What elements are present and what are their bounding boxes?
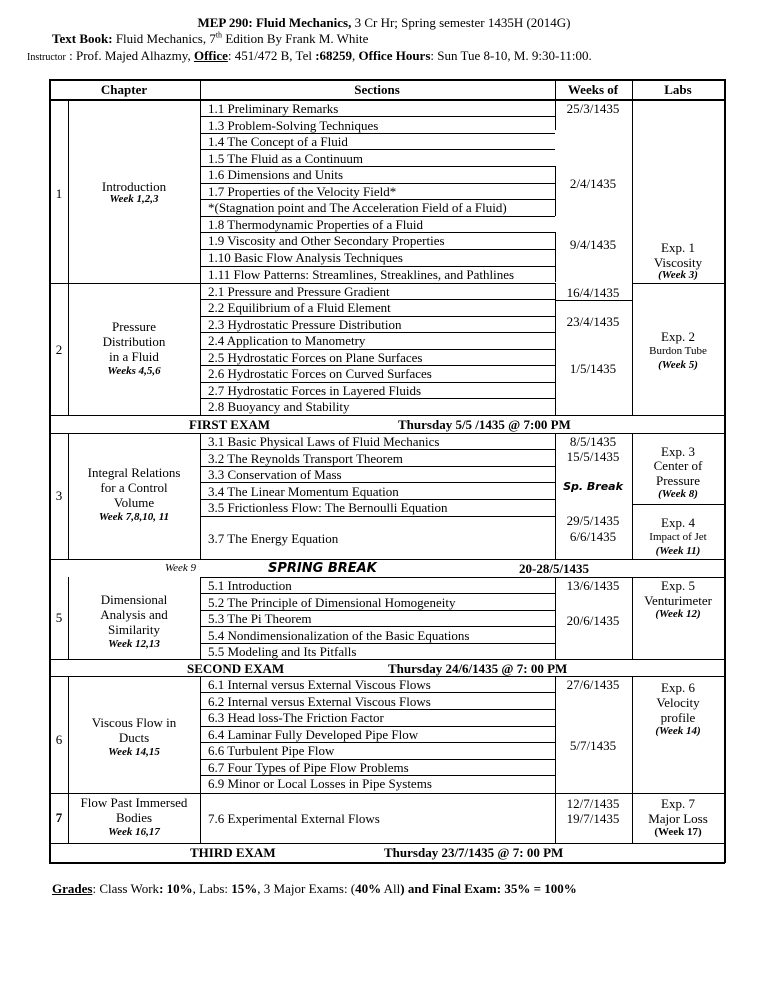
week-date: 1/5/1435 (569, 361, 617, 376)
chapter-number: 5 (55, 610, 63, 625)
section-item: *(Stagnation point and The Acceleration Field of a Fluid) (208, 200, 507, 215)
week-date: 13/6/1435 (566, 578, 620, 593)
grades-part: ) and Final Exam (400, 881, 497, 896)
section-item: 7.6 Experimental External Flows (208, 811, 380, 826)
lab-exp-1: Exp. 1 (661, 240, 695, 255)
week-date: 23/4/1435 (566, 314, 620, 329)
instructor-label: Instructor (27, 52, 66, 63)
spring-break-week: Week 9 (164, 562, 196, 574)
lab-exp-6: Exp. 6 (661, 680, 695, 695)
lab-exp-5-name: Venturimeter (644, 593, 712, 608)
week-date: 12/7/1435 (566, 796, 620, 811)
col-header-chapter: Chapter (100, 82, 148, 97)
textbook-rest: Edition By Frank M. White (225, 31, 369, 46)
lab-exp-2: Exp. 2 (661, 329, 695, 344)
section-item: 6.4 Laminar Fully Developed Pipe Flow (208, 727, 419, 742)
third-exam-label: THIRD EXAM (190, 845, 276, 860)
chapter-weeks: Week 14,15 (108, 746, 160, 758)
lab-exp-5-week: (Week 12) (655, 608, 701, 620)
lab-exp-3-name-2: Pressure (655, 473, 701, 488)
lab-exp-3-week: (Week 8) (658, 488, 698, 500)
lab-exp-4-week: (Week 11) (655, 545, 701, 557)
lab-exp-4: Exp. 4 (661, 515, 695, 530)
section-item: 5.5 Modeling and Its Pitfalls (208, 644, 357, 659)
section-item: 6.3 Head loss-The Friction Factor (208, 710, 384, 725)
section-item: 2.3 Hydrostatic Pressure Distribution (208, 317, 402, 332)
chapter-title: Flow Past Immersed (80, 795, 188, 810)
section-item: 2.7 Hydrostatic Forces in Layered Fluids (208, 383, 422, 398)
office-value: : 451/472 B, Tel (227, 48, 312, 63)
section-item: 1.10 Basic Flow Analysis Techniques (208, 250, 403, 265)
grades-label: Grades (52, 881, 93, 896)
chapter-title: Distribution (102, 334, 166, 349)
textbook-sup: th (215, 30, 223, 40)
chapter-title: Analysis and (100, 607, 168, 622)
lab-exp-2-name: Burdon Tube (649, 345, 707, 357)
chapter-title: Volume (113, 495, 155, 510)
textbook-title: Fluid Mechanics, 7 (115, 31, 216, 46)
section-item: 2.2 Equilibrium of a Fluid Element (208, 300, 391, 315)
lab-exp-7-week: (Week 17) (654, 826, 702, 838)
second-exam-date: Thursday 24/6/1435 @ 7: 00 PM (388, 661, 568, 676)
chapter-title: for a Control (100, 480, 168, 495)
col-header-labs: Labs (664, 82, 692, 97)
week-date: 16/4/1435 (566, 285, 620, 300)
office-hours-label: Office Hours (358, 48, 431, 63)
section-item: 1.11 Flow Patterns: Streamlines, Streaklines, and Pathlines (208, 267, 515, 282)
textbook-line (52, 32, 368, 45)
week-date: 20/6/1435 (566, 613, 620, 628)
section-item: 1.3 Problem-Solving Techniques (208, 118, 379, 133)
grades-line (52, 882, 577, 895)
spring-break-label: SPRING BREAK (268, 561, 377, 576)
lab-exp-5: Exp. 5 (661, 578, 695, 593)
spring-break-dates: 20-28/5/1435 (519, 561, 590, 576)
week-date: 8/5/1435 (569, 434, 617, 449)
grades-exams: 40% (355, 881, 382, 896)
chapter-title: Pressure (111, 319, 157, 334)
week-date: 9/4/1435 (569, 237, 617, 252)
section-item: 1.5 The Fluid as a Continuum (208, 151, 364, 166)
instructor-line (27, 49, 592, 63)
grades-labs: 15% (231, 881, 258, 896)
week-date: 6/6/1435 (569, 529, 617, 544)
chapter-title: Integral Relations (87, 465, 181, 480)
lab-exp-7-name: Major Loss (648, 811, 708, 826)
lab-exp-6-name-2: profile (660, 710, 696, 725)
lab-exp-3-name: Center of (653, 458, 703, 473)
second-exam-label: SECOND EXAM (187, 661, 285, 676)
section-item: 6.2 Internal versus External Viscous Flows (208, 694, 431, 709)
section-item: 2.6 Hydrostatic Forces on Curved Surfaces (208, 366, 432, 381)
section-item: 2.4 Application to Manometry (208, 333, 366, 348)
section-item: 2.5 Hydrostatic Forces on Plane Surfaces (208, 350, 423, 365)
chapter-number: 3 (55, 488, 63, 503)
lab-exp-3: Exp. 3 (661, 444, 695, 459)
lab-exp-4-name: Impact of Jet (649, 531, 707, 543)
first-exam-label: FIRST EXAM (189, 417, 271, 432)
chapter-number: 7 (55, 810, 63, 825)
section-item: 3.5 Frictionless Flow: The Bernoulli Equation (208, 500, 448, 515)
section-item: 3.7 The Energy Equation (208, 531, 339, 546)
grades-part: All (381, 881, 401, 896)
col-header-sections: Sections (354, 82, 400, 97)
chapter-title: Viscous Flow in (91, 715, 177, 730)
section-item: 5.1 Introduction (208, 578, 292, 593)
tel-value: :68259 (315, 48, 353, 63)
section-item: 2.1 Pressure and Pressure Gradient (208, 284, 390, 299)
chapter-weeks: Week 12,13 (108, 638, 160, 650)
chapter-weeks: Weeks 4,5,6 (107, 365, 161, 377)
chapter-title: Ducts (118, 730, 150, 745)
week-date: 27/6/1435 (566, 677, 620, 692)
section-item: 6.9 Minor or Local Losses in Pipe Systems (208, 776, 432, 791)
week-date: 5/7/1435 (569, 738, 617, 753)
week-date: 2/4/1435 (569, 176, 617, 191)
lab-exp-6-week: (Week 14) (655, 725, 701, 737)
section-item: 3.4 The Linear Momentum Equation (208, 484, 399, 499)
instructor-name: : Prof. Majed Alhazmy, (69, 48, 191, 63)
lab-exp-2-week: (Week 5) (658, 359, 698, 371)
course-code: MEP 290: Fluid Mechanics, (197, 15, 352, 30)
lab-exp-1-name: Viscosity (653, 255, 703, 270)
week-date: 19/7/1435 (566, 811, 620, 826)
third-exam-date: Thursday 23/7/1435 @ 7: 00 PM (384, 845, 564, 860)
section-item: 6.7 Four Types of Pipe Flow Problems (208, 760, 409, 775)
section-item: 3.1 Basic Physical Laws of Fluid Mechanics (208, 434, 440, 449)
week-date: 15/5/1435 (566, 449, 620, 464)
section-item: 2.8 Buoyancy and Stability (208, 399, 350, 414)
week-date: 25/3/1435 (566, 101, 620, 116)
section-item: 6.6 Turbulent Pipe Flow (208, 743, 335, 758)
grades-part: , Labs: (192, 881, 229, 896)
section-item: 1.7 Properties of the Velocity Field* (208, 184, 397, 199)
section-item: 5.4 Nondimensionalization of the Basic Equations (208, 628, 470, 643)
spring-break-marker: Sp. Break (563, 480, 623, 493)
course-meta: 3 Cr Hr; Spring semester 1435H (2014G) (354, 15, 571, 30)
chapter-weeks: Week 16,17 (108, 826, 160, 838)
section-item: 3.3 Conservation of Mass (208, 467, 342, 482)
grades-part: : Class Work (92, 881, 160, 896)
office-hours-value: : Sun Tue 8-10, M. 9:30-11:00. (430, 48, 592, 63)
lab-exp-7: Exp. 7 (661, 796, 695, 811)
hours-sep: , (352, 48, 356, 63)
lab-exp-6-name: Velocity (656, 695, 700, 710)
chapter-title: Similarity (108, 622, 160, 637)
chapter-title: in a Fluid (109, 349, 159, 364)
office-label: Office (193, 48, 228, 63)
course-title-line (197, 16, 570, 29)
chapter-title: Introduction (101, 179, 167, 194)
section-item: 1.9 Viscosity and Other Secondary Properties (208, 233, 445, 248)
grades-part: , 3 Major Exams: ( (257, 881, 356, 896)
chapter-title: Bodies (115, 810, 153, 825)
section-item: 1.6 Dimensions and Units (208, 167, 344, 182)
section-item: 6.1 Internal versus External Viscous Flows (208, 677, 431, 692)
chapter-number: 2 (55, 342, 63, 357)
grades-final: : 35% = 100% (496, 881, 577, 896)
section-item: 3.2 The Reynolds Transport Theorem (208, 451, 403, 466)
week-date: 29/5/1435 (566, 513, 620, 528)
col-header-weeks-of: Weeks of (567, 82, 619, 97)
chapter-weeks: Week 7,8,10, 11 (98, 511, 170, 523)
section-item: 5.2 The Principle of Dimensional Homogeneity (208, 595, 456, 610)
lab-exp-1-week: (Week 3) (658, 269, 698, 281)
textbook-label: Text Book: (52, 31, 113, 46)
section-item: 1.4 The Concept of a Fluid (208, 134, 348, 149)
chapter-weeks: Week 1,2,3 (109, 193, 159, 205)
section-item: 1.8 Thermodynamic Properties of a Fluid (208, 217, 423, 232)
chapter-number: 1 (55, 186, 63, 201)
chapter-number: 6 (55, 732, 63, 747)
section-item: 5.3 The Pi Theorem (208, 611, 312, 626)
first-exam-date: Thursday 5/5 /1435 @ 7:00 PM (398, 417, 571, 432)
section-item: 1.1 Preliminary Remarks (208, 101, 339, 116)
chapter-title: Dimensional (100, 592, 168, 607)
grades-classwork: : 10% (159, 881, 193, 896)
